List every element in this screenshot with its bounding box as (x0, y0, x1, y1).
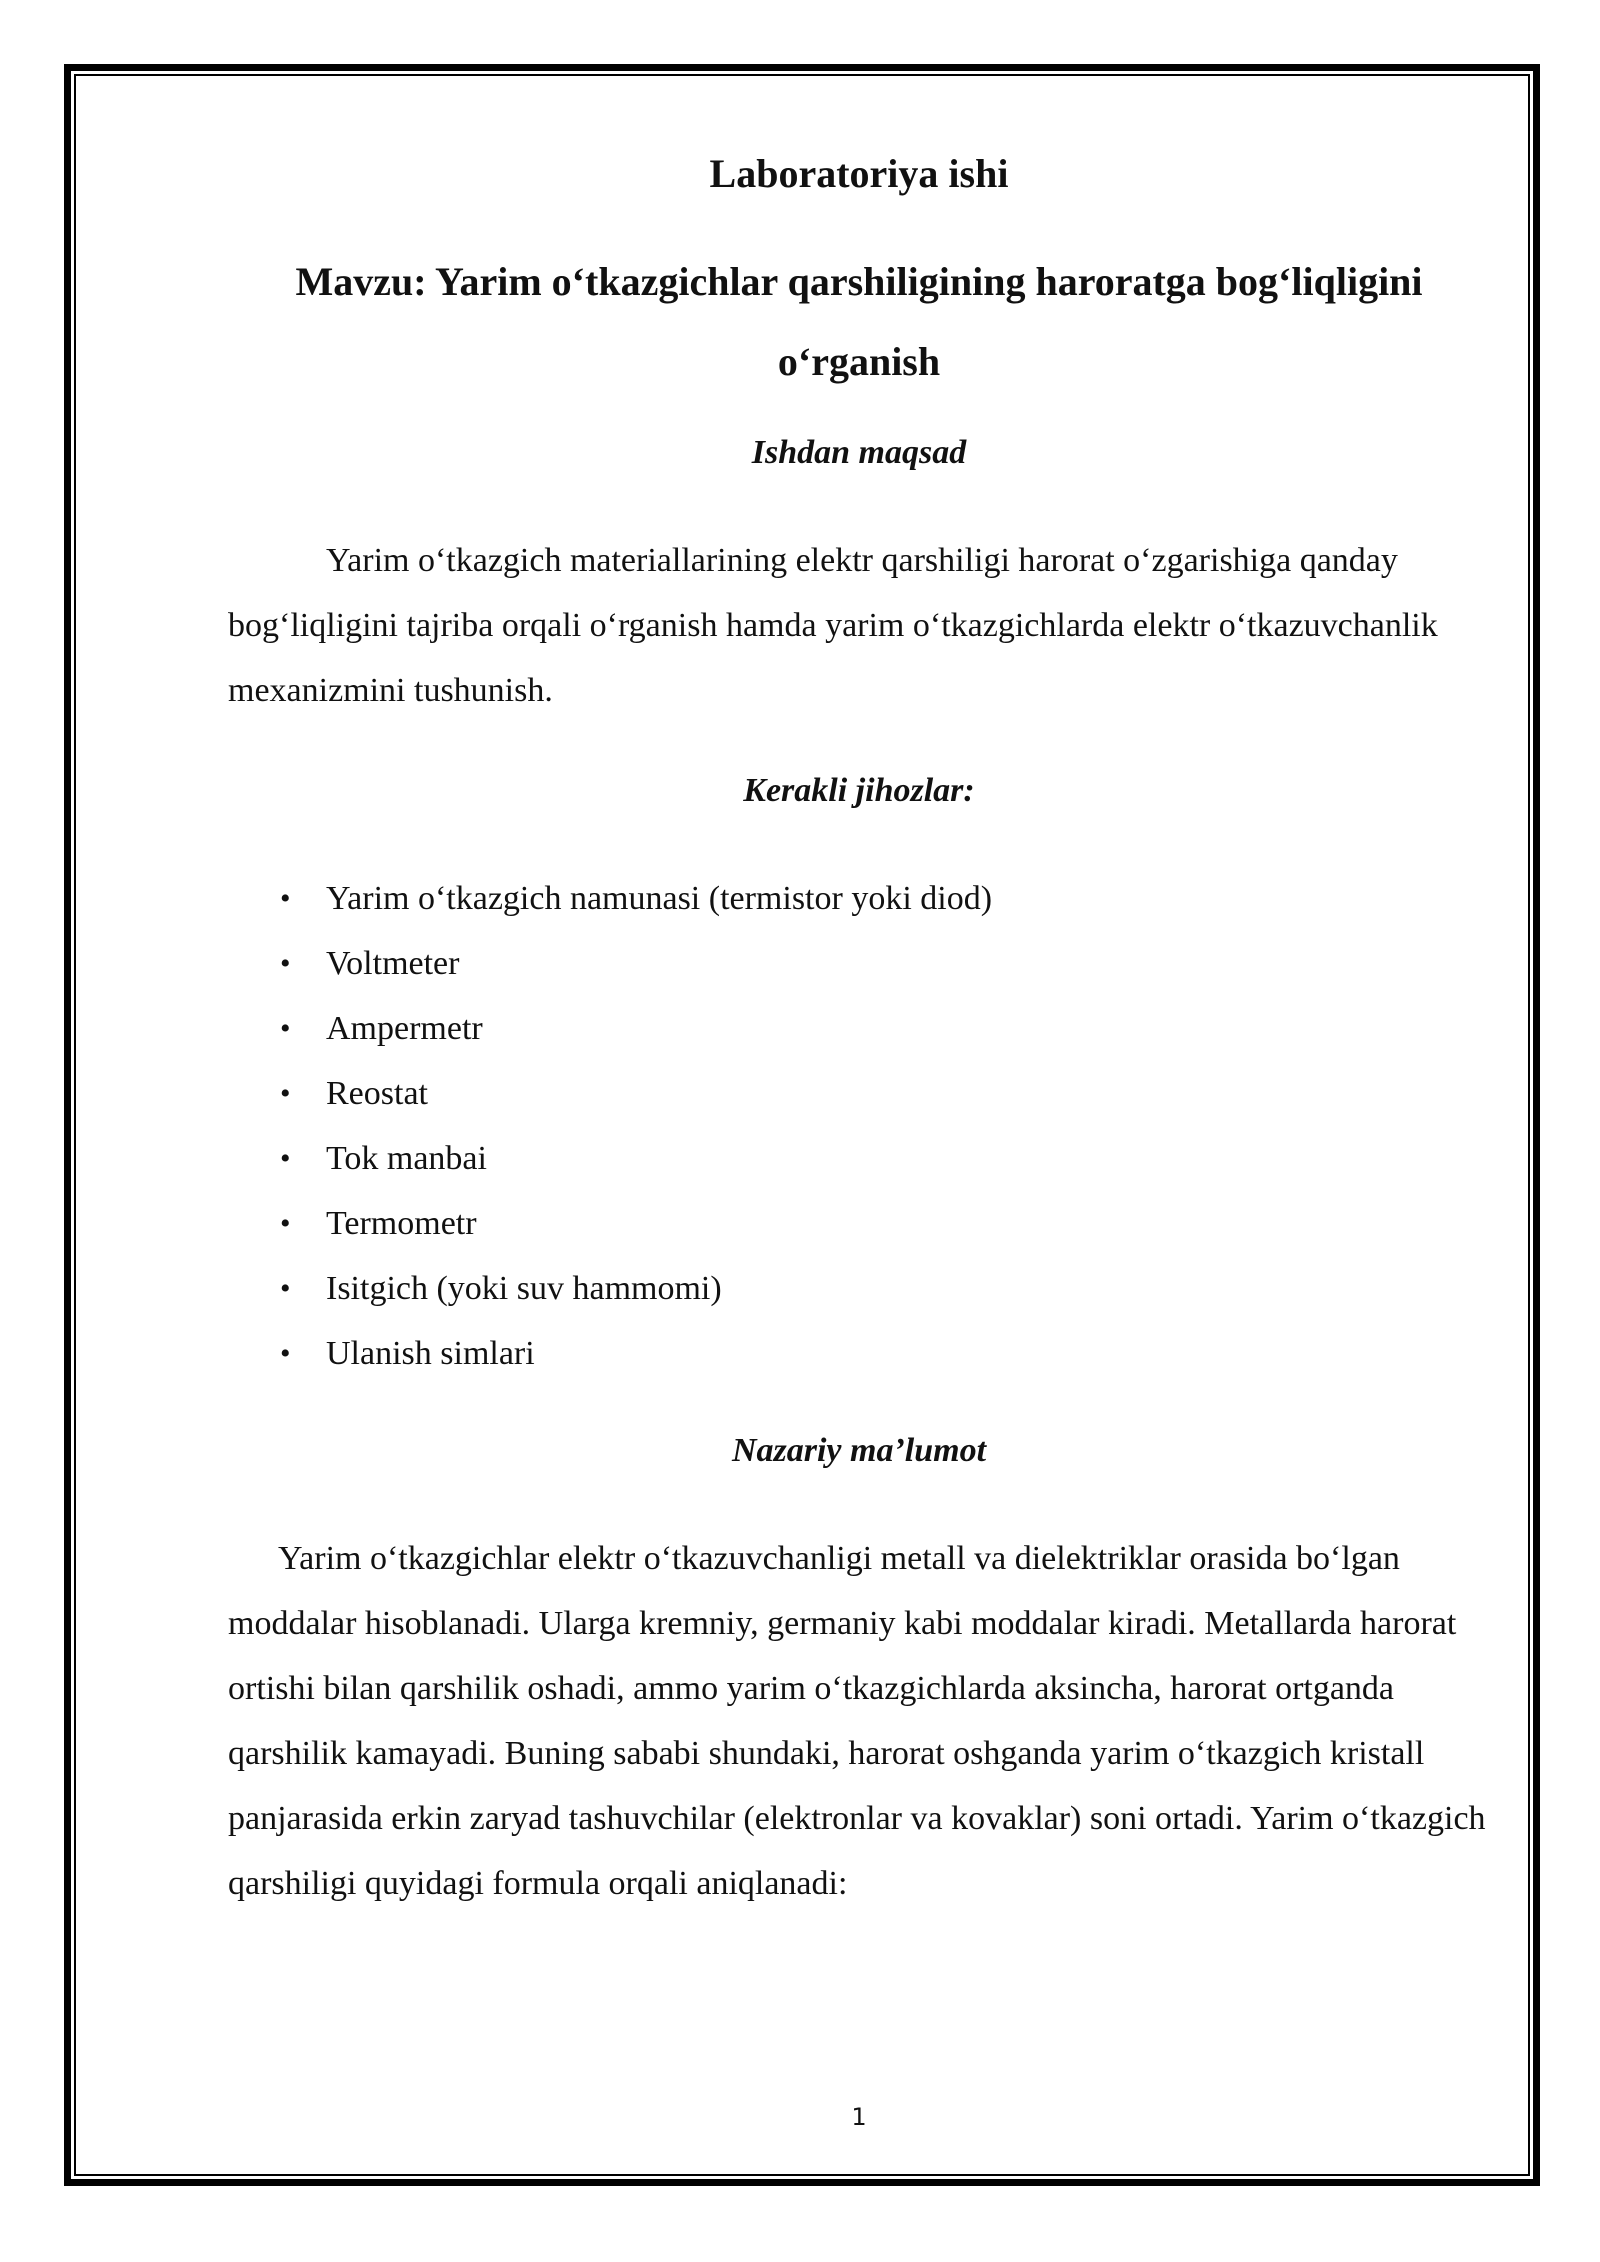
bullet-icon: • (280, 1012, 291, 1045)
list-item-label: Tok manbai (326, 1140, 487, 1177)
list-item-label: Ulanish simlari (326, 1335, 535, 1372)
theory-paragraph: Yarim o‘tkazgichlar elektr o‘tkazuvchanligi metall va dielektriklar orasida bo‘lgan moddalar hisoblanadi. Ularga kremniy, germaniy kabi moddalar kiradi. Metallarda harorat ortishi bilan qarshilik oshadi, ammo yarim o‘tkazgichlarda aksincha, harorat ortganda qarshilik kamayadi. Buning sababi shundaki, harorat oshganda yarim o‘tkazgich kristall panjarasida erkin zaryad tashuvchilar (elektronlar va kovaklar) soni ortadi. Yarim o‘tkazgich qarshiligi quyidagi formula orqali aniqlanadi: (228, 1540, 1486, 1902)
bullet-icon: • (280, 1077, 291, 1110)
list-item (228, 1061, 992, 1126)
document-title: Laboratoriya ishi (709, 151, 1009, 196)
list-item (228, 1126, 992, 1191)
list-item (228, 866, 992, 931)
bullet-icon: • (280, 1272, 291, 1305)
list-item (228, 1256, 992, 1321)
bullet-icon: • (280, 1207, 291, 1240)
list-item-label: Ampermetr (326, 1010, 483, 1047)
equipment-heading: Kerakli jihozlar: (743, 772, 975, 809)
list-item-label: Yarim o‘tkazgich namunasi (termistor yoki diod) (326, 880, 993, 917)
page-number: 1 (851, 2103, 867, 2131)
bullet-icon: • (280, 882, 291, 915)
bullet-icon: • (280, 1337, 291, 1370)
list-item-label: Isitgich (yoki suv hammomi) (326, 1270, 722, 1307)
bullet-icon: • (280, 947, 291, 980)
list-item-label: Reostat (326, 1075, 428, 1112)
theory-heading: Nazariy ma’lumot (731, 1432, 987, 1469)
bullet-icon: • (280, 1142, 291, 1175)
list-item (228, 996, 992, 1061)
list-item-label: Voltmeter (326, 945, 460, 982)
goal-heading: Ishdan maqsad (751, 434, 967, 471)
equipment-list (228, 866, 992, 1386)
list-item (228, 1321, 992, 1386)
document-topic: Mavzu: Yarim o‘tkazgichlar qarshiligining haroratga bog‘liqligini o‘rganish (295, 259, 1423, 384)
list-item (228, 1191, 992, 1256)
list-item (228, 931, 992, 996)
list-item-label: Termometr (326, 1205, 477, 1242)
goal-paragraph: Yarim o‘tkazgich materiallarining elektr qarshiligi harorat o‘zgarishiga qanday bog‘liqligini tajriba orqali o‘rganish hamda yarim o‘tkazgichlarda elektr o‘tkazuvchanlik mexanizmini tushunish. (228, 542, 1438, 709)
